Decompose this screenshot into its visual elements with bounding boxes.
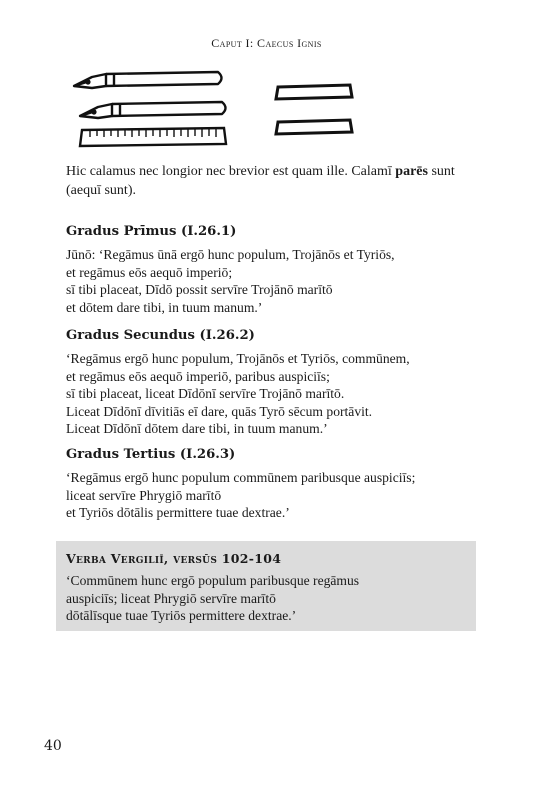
verse-line: ‘Regāmus ergō hunc populum commūnem paribusque auspiciīs; bbox=[66, 470, 416, 485]
verse-block bbox=[66, 246, 486, 316]
equal-bars-illustration bbox=[276, 85, 352, 134]
verse-line: Liceat Dīdōnī dīvitiās eī dare, quās Tyrō sēcum portāvit. bbox=[66, 403, 373, 419]
verse-line: auspiciīs; liceat Phrygiō servīre marītō bbox=[66, 590, 276, 606]
quill-pen-illustration bbox=[74, 72, 222, 88]
gradus-primus-section bbox=[66, 223, 486, 316]
section-heading: Gradus Tertius (I.26.3) bbox=[66, 447, 236, 462]
box-title: Verba Vergiliī, versūs 102-104 bbox=[66, 551, 282, 566]
gradus-tertius-section bbox=[66, 446, 486, 522]
caption-text-end: sunt (aequī sunt). bbox=[66, 164, 455, 198]
caption-paragraph bbox=[66, 162, 466, 200]
illustration bbox=[66, 64, 366, 164]
verse-line: Liceat Dīdōnī dōtem dare tibi, in tuum manum.’ bbox=[66, 421, 328, 437]
verse-line: sī tibi placeat, Dīdō possit servīre Trojānō marītō bbox=[66, 282, 333, 298]
page-number: 40 bbox=[44, 738, 62, 754]
verse-line: liceat servīre Phrygiō marītō bbox=[66, 487, 222, 503]
verse-line: Jūnō: ‘Regāmus ūnā ergō hunc populum, Trojānōs et Tyriōs, bbox=[66, 247, 395, 262]
vergil-quote-box bbox=[56, 541, 476, 631]
verse-block bbox=[66, 572, 359, 625]
quill-pen-illustration bbox=[80, 102, 226, 118]
verse-line: et regāmus eōs aequō imperiō, paribus auspiciīs; bbox=[66, 368, 330, 384]
verse-line: sī tibi placeat, liceat Dīdōnī servīre Trojānō marītō. bbox=[66, 386, 345, 402]
verse-line: dōtālīsque tuae Tyriōs permittere dextrae.’ bbox=[66, 608, 297, 624]
ruler-illustration bbox=[80, 128, 226, 146]
verse-block bbox=[66, 469, 486, 522]
section-heading: Gradus Secundus (I.26.2) bbox=[66, 328, 255, 343]
verse-line: ‘Regāmus ergō hunc populum, Trojānōs et Tyriōs, commūnem, bbox=[66, 351, 410, 366]
verse-line: ‘Commūnem hunc ergō populum paribusque regāmus bbox=[66, 573, 360, 588]
caption-text: Hic calamus nec longior nec brevior est quam ille. Calamī bbox=[66, 164, 396, 179]
gradus-secundus-section bbox=[66, 327, 486, 438]
verse-block bbox=[66, 350, 486, 438]
section-heading: Gradus Prīmus (I.26.1) bbox=[66, 224, 237, 239]
verse-line: et regāmus eōs aequō imperiō; bbox=[66, 264, 233, 280]
running-head: Caput I: Caecus Ignis bbox=[211, 36, 322, 50]
caption-bold-word: parēs bbox=[395, 164, 428, 179]
verse-line: et dōtem dare tibi, in tuum manum.’ bbox=[66, 299, 263, 315]
verse-line: et Tyriōs dōtālis permittere tuae dextrae.’ bbox=[66, 505, 290, 521]
